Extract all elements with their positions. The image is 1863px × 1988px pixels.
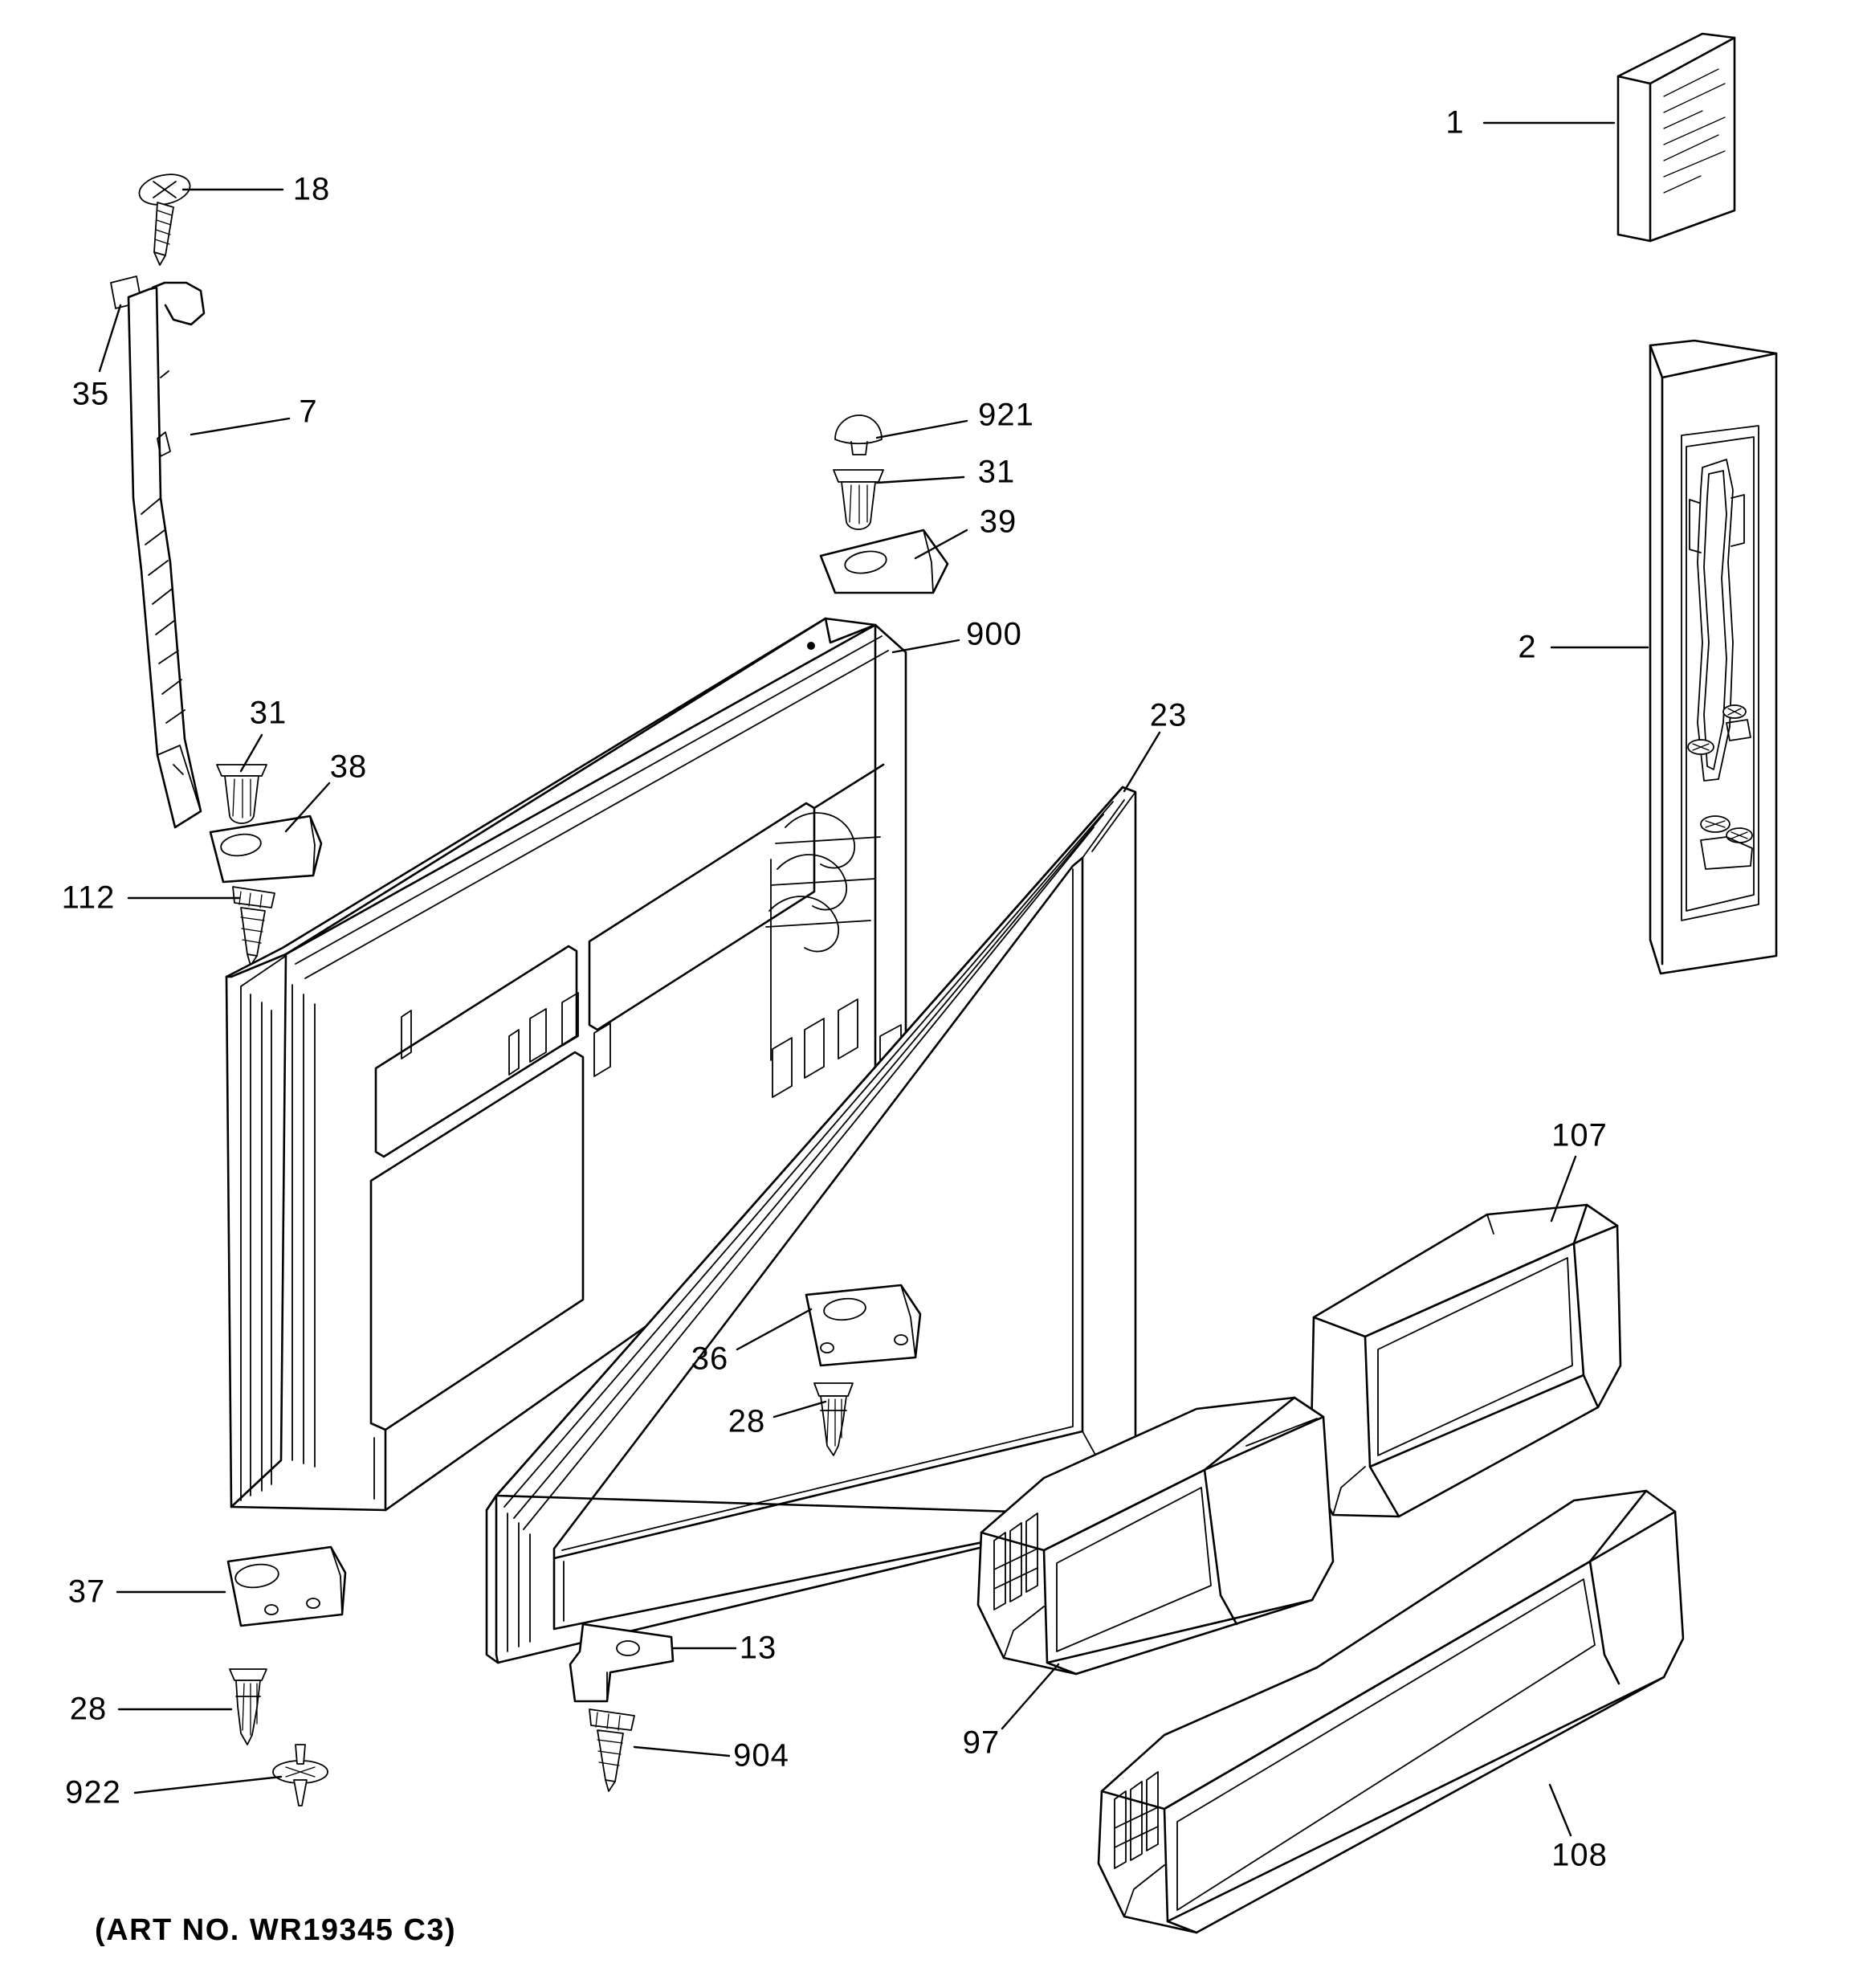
- callout-922: 922: [65, 1774, 121, 1810]
- callout-900: 900: [966, 616, 1022, 652]
- callout-38: 38: [329, 749, 368, 785]
- part-screw-18: [137, 170, 193, 265]
- art-number-label: (ART NO. WR19345 C3): [95, 1913, 457, 1947]
- part-door-panel-2: [1650, 341, 1776, 974]
- part-rivet-922: [273, 1745, 328, 1806]
- part-bracket-37: [228, 1547, 345, 1626]
- callout-97: 97: [962, 1725, 1001, 1761]
- part-manual-1: [1618, 34, 1735, 241]
- part-pushpin-28-lower: [230, 1669, 267, 1745]
- callout-904: 904: [733, 1737, 789, 1774]
- callout-2: 2: [1518, 629, 1537, 665]
- callout-39: 39: [979, 504, 1017, 540]
- part-screw-904: [589, 1709, 634, 1791]
- part-bracket-36: [806, 1285, 920, 1365]
- callout-13: 13: [739, 1630, 777, 1666]
- part-bushing-31-lower: [217, 765, 267, 823]
- part-door-bin-107: [1311, 1205, 1620, 1517]
- callout-108: 108: [1551, 1837, 1608, 1873]
- callout-23: 23: [1149, 697, 1188, 733]
- callout-18: 18: [292, 171, 331, 207]
- callout-37: 37: [67, 1574, 106, 1610]
- callout-31-upper: 31: [977, 454, 1016, 490]
- part-hinge-13: [570, 1624, 673, 1701]
- callout-28-lower: 28: [69, 1691, 108, 1727]
- callout-31-lower: 31: [249, 695, 287, 731]
- part-bushing-31-upper: [834, 470, 883, 529]
- callout-36: 36: [691, 1341, 729, 1377]
- part-cap-921: [835, 415, 882, 455]
- callout-921: 921: [978, 397, 1034, 433]
- callout-112: 112: [61, 880, 116, 916]
- part-handle-7: [128, 283, 204, 827]
- callout-28-upper: 28: [728, 1403, 766, 1439]
- callout-7: 7: [299, 394, 318, 430]
- part-bracket-38: [210, 816, 321, 882]
- part-bracket-39: [821, 530, 948, 593]
- callout-35: 35: [71, 376, 110, 412]
- callout-107: 107: [1551, 1117, 1608, 1153]
- callout-1: 1: [1445, 104, 1465, 141]
